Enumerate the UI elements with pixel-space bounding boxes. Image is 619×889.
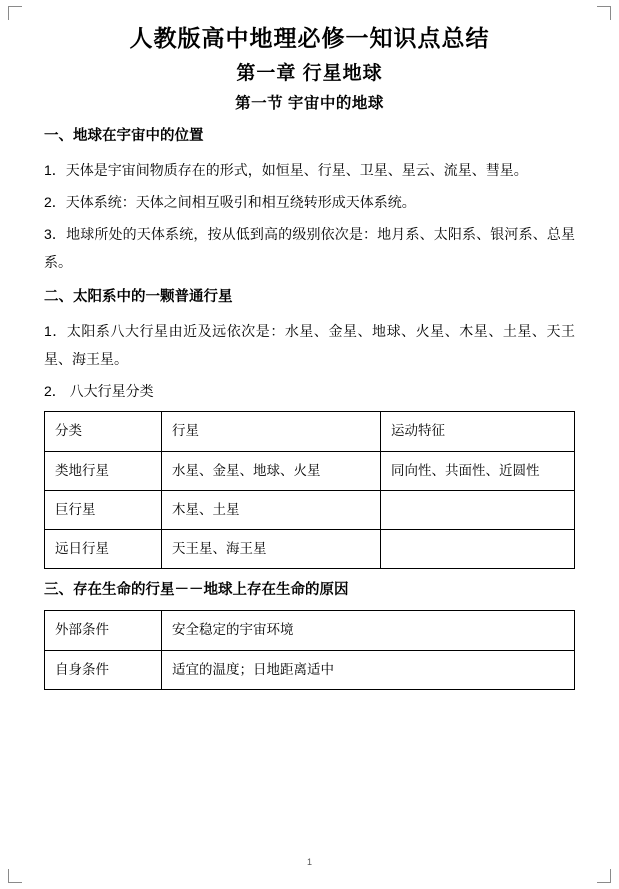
table-cell-header-motion: 运动特征 bbox=[381, 412, 575, 451]
section-title: 第一节 宇宙中的地球 bbox=[235, 94, 384, 112]
table-row-header bbox=[45, 412, 575, 451]
table-row bbox=[45, 451, 575, 490]
chapter-title: 第一章 行星地球 bbox=[236, 62, 383, 84]
table-cell-header-category: 分类 bbox=[45, 412, 162, 451]
table-row bbox=[45, 490, 575, 529]
table-row bbox=[45, 611, 575, 650]
heading-ordinary-planet: 二、太阳系中的一颗普通行星 bbox=[44, 289, 233, 306]
paragraph-planet-classification: 2． 八大行星分类 bbox=[44, 383, 154, 400]
table-cell-internal-condition-value: 适宜的温度；日地距离适中 bbox=[162, 650, 575, 689]
table-planet-classification bbox=[44, 411, 575, 569]
table-row bbox=[45, 530, 575, 569]
crop-mark-top-left bbox=[8, 6, 22, 20]
page-number: 1 bbox=[306, 857, 312, 867]
table-cell-category-terrestrial: 类地行星 bbox=[45, 451, 162, 490]
table-cell-motion-features: 同向性、共面性、近圆性 bbox=[381, 451, 575, 490]
table-cell-external-condition-value: 安全稳定的宇宙环境 bbox=[162, 611, 575, 650]
table-cell-empty-outer bbox=[381, 530, 575, 569]
paragraph-celestial-systems: 2．天体系统：天体之间相互吸引和相互绕转形成天体系统。 bbox=[44, 194, 416, 211]
table-cell-category-outer: 远日行星 bbox=[45, 530, 162, 569]
table-cell-empty-giant bbox=[381, 490, 575, 529]
table-cell-planets-terrestrial: 水星、金星、地球、火星 bbox=[162, 451, 381, 490]
heading-earth-position: 一、地球在宇宙中的位置 bbox=[44, 127, 204, 144]
crop-mark-bottom-left bbox=[8, 869, 22, 883]
heading-life-on-earth: 三、存在生命的行星－－地球上存在生命的原因 bbox=[44, 582, 349, 599]
crop-mark-bottom-right bbox=[597, 869, 611, 883]
table-cell-category-giant: 巨行星 bbox=[45, 490, 162, 529]
table-cell-external-condition-label: 外部条件 bbox=[45, 611, 162, 650]
document-title: 人教版高中地理必修一知识点总结 bbox=[129, 25, 490, 51]
crop-mark-top-right bbox=[597, 6, 611, 20]
table-row bbox=[45, 650, 575, 689]
table-cell-internal-condition-label: 自身条件 bbox=[45, 650, 162, 689]
table-cell-header-planets: 行星 bbox=[162, 412, 381, 451]
paragraph-eight-planets-order: 1．太阳系八大行星由近及远依次是：水星、金星、地球、火星、木星、土星、天王星、海王星。 bbox=[44, 323, 575, 368]
table-life-conditions bbox=[44, 610, 575, 690]
table-cell-planets-outer: 天王星、海王星 bbox=[162, 530, 381, 569]
paragraph-system-hierarchy: 3．地球所处的天体系统，按从低到高的级别依次是：地月系、太阳系、银河系、总星系。 bbox=[44, 226, 575, 271]
paragraph-celestial-bodies: 1．天体是宇宙间物质存在的形式，如恒星、行星、卫星、星云、流星、彗星。 bbox=[44, 162, 528, 179]
table-cell-planets-giant: 木星、土星 bbox=[162, 490, 381, 529]
